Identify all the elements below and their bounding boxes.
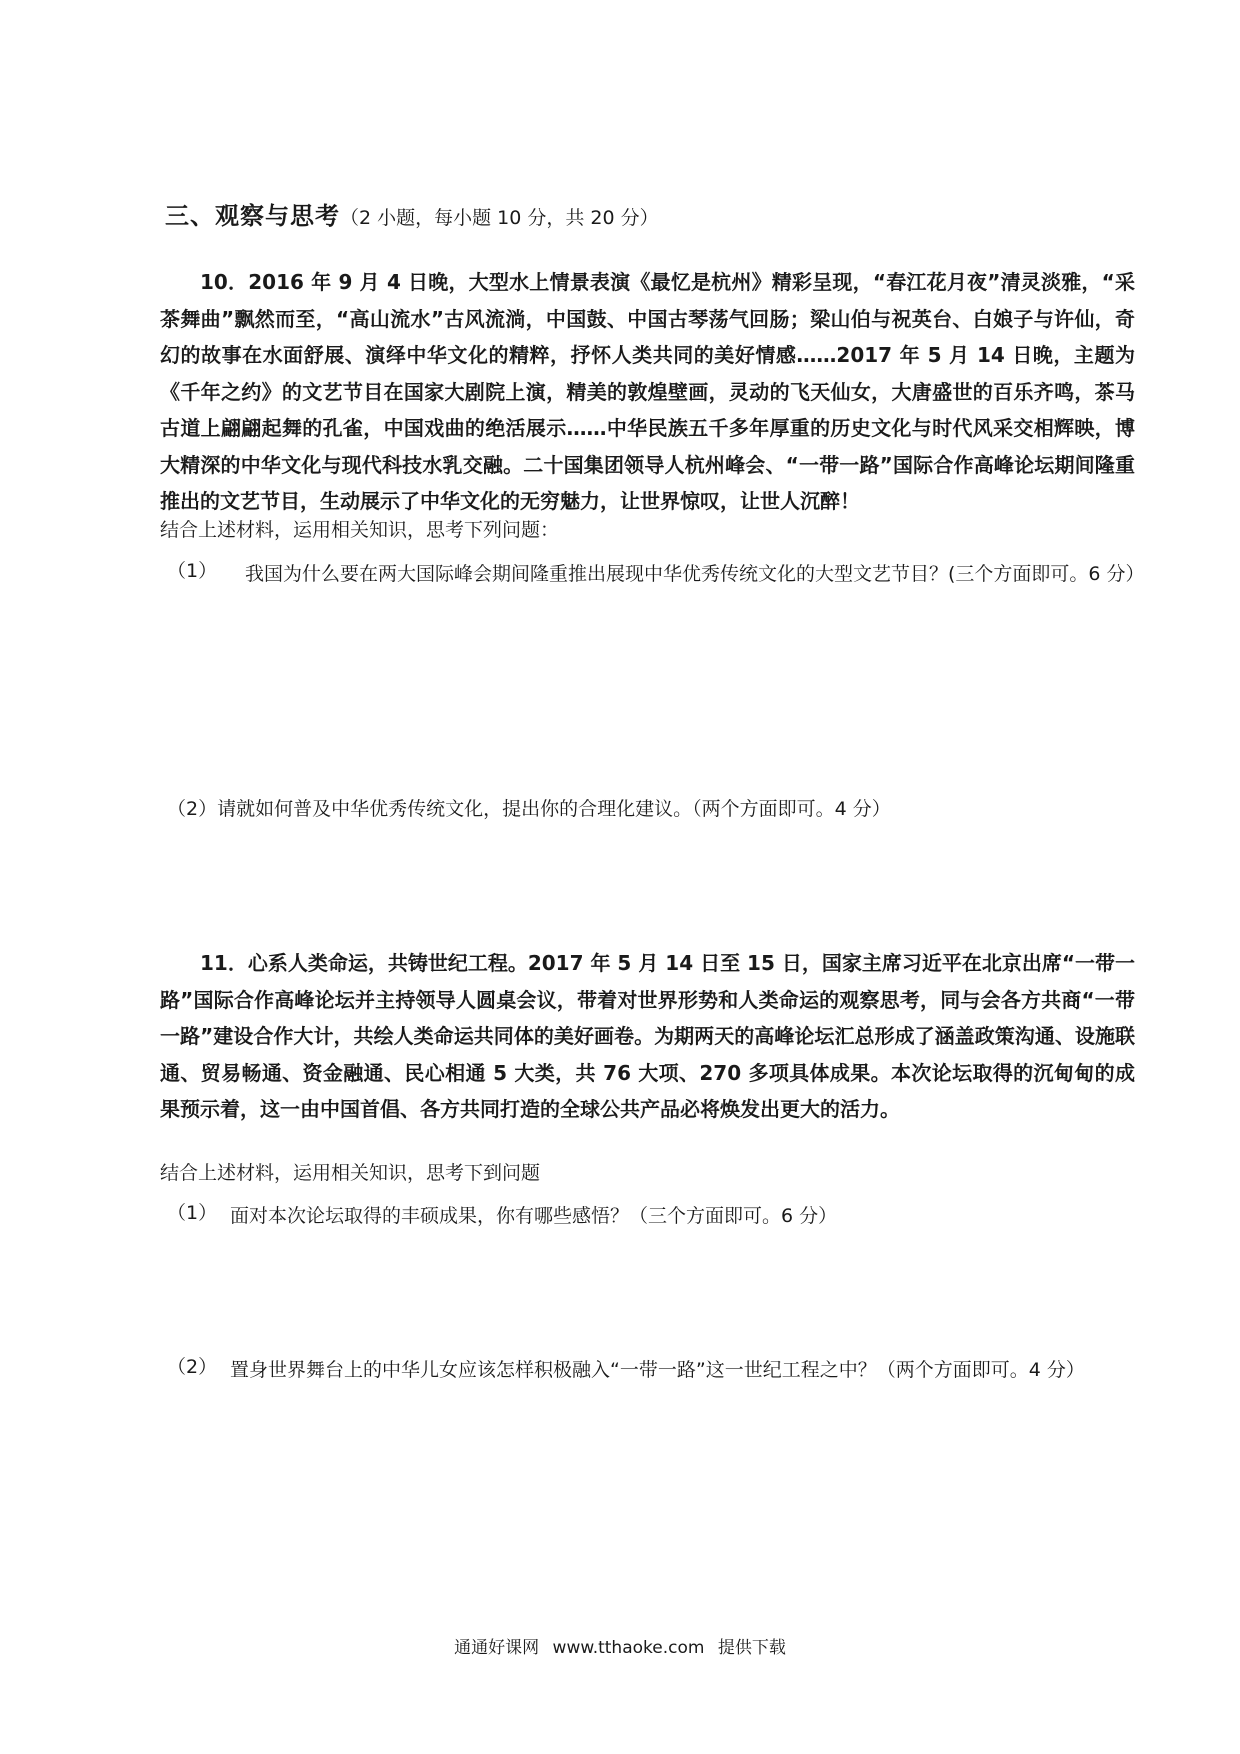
section-score-note: （2 小题，每小题 10 分，共 20 分）	[340, 207, 659, 229]
footer-url: www.tthaoke.com	[552, 1638, 705, 1658]
q11-sub2	[167, 1352, 1137, 1432]
q11-sub1	[167, 1198, 1137, 1238]
q11-sub2-text: 置身世界舞台上的中华儿女应该怎样积极融入“一带一路”这一世纪工程之中？（两个方面即可。4 分）	[230, 1359, 1085, 1381]
page-footer	[0, 1633, 1240, 1658]
q11-sub1-text: 面对本次论坛取得的丰硕成果，你有哪些感悟？（三个方面即可。6 分）	[230, 1205, 838, 1227]
footer-suffix: 提供下载	[717, 1638, 786, 1658]
q10-material: 10．2016 年 9 月 4 日晚，大型水上情景表演《最忆是杭州》精彩呈现，“春江花月夜”清灵淡雅，“采茶舞曲”飘然而至，“高山流水”古风流淌，中国鼓、中国古琴荡气回肠；梁山伯与祝英台、白娘子与许仙，奇幻的故事在水面舒展、演绎中华文化的精粹，抒怀人类共同的美好情感……2017 年 5 月 14 日晚，主题为《千年之约》的文艺节目在国家大剧院上演，精美的敦煌壁画，灵动的飞天仙女，大唐盛世的百乐齐鸣，茶马古道上翩翩起舞的孔雀，中国戏曲的绝活展示……中华民族五千多年厚重的历史文化与时代风采交相辉映，博大精深的中华文化与现代科技水乳交融。二十国集团领导人杭州峰会、“一带一路”国际合作高峰论坛期间隆重推出的文艺节目，生动展示了中华文化的无穷魅力，让世界惊叹，让世人沉醉！	[160, 270, 1135, 513]
q11-sub2-number: （2）	[167, 1356, 218, 1378]
q11-material: 11．心系人类命运，共铸世纪工程。2017 年 5 月 14 日至 15 日，国家主席习近平在北京出席“一带一路”国际合作高峰论坛并主持领导人圆桌会议，带着对世界形势和人类命运的观察思考，同与会各方共商“一带一路”建设合作大计，共绘人类命运共同体的美好画卷。为期两天的高峰论坛汇总形成了涵盖政策沟通、设施联通、贸易畅通、资金融通、民心相通 5 大类，共 76 大项、270 多项具体成果。本次论坛取得的沉甸甸的成果预示着，这一由中国首倡、各方共同打造的全球公共产品必将焕发出更大的活力。	[160, 951, 1135, 1121]
section-title: 三、观察与思考	[165, 202, 340, 230]
section-heading	[165, 196, 659, 231]
q11-sub1-number: （1）	[167, 1202, 218, 1224]
q10-sub1-text: 我国为什么要在两大国际峰会期间隆重推出展现中华优秀传统文化的大型文艺节目？(三个方面即可。6 分）	[245, 563, 1145, 585]
q10-instruction: 结合上述材料，运用相关知识，思考下列问题：	[160, 519, 560, 541]
q10-sub2-text: （2）请就如何普及中华优秀传统文化，提出你的合理化建议。（两个方面即可。4 分）	[167, 798, 891, 820]
q10-sub1-number: （1）	[167, 560, 218, 582]
q11-instruction: 结合上述材料，运用相关知识，思考下到问题	[160, 1162, 541, 1184]
q10-sub1	[167, 556, 1145, 636]
footer-site-name: 通通好课网	[454, 1638, 540, 1658]
